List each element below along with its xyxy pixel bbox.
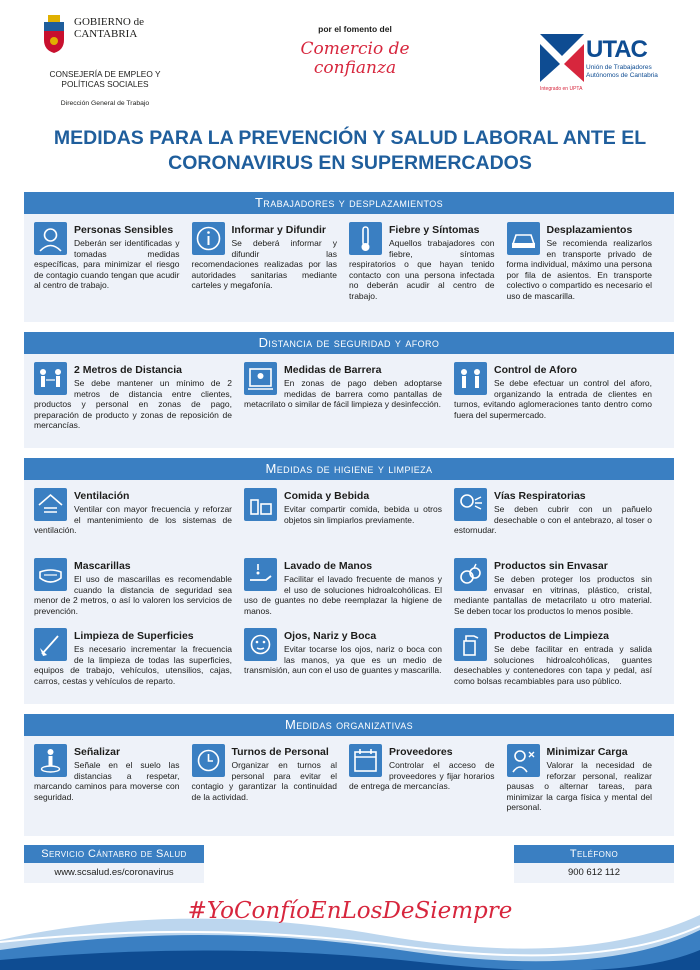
phone-value: 900 612 112 — [514, 863, 674, 883]
comercio-logo — [290, 24, 420, 78]
consejeria: CONSEJERÍA DE EMPLEO Y POLÍTICAS SOCIALES — [49, 69, 161, 89]
hashtag: #YoConfíoEnLosDeSiempre — [187, 898, 513, 924]
fomento-text: por el fomento del — [318, 24, 392, 34]
measure-text: Se deben proteger los productos sin envasar en vitrinas, plástico, cristal, mediante pantallas de metacrilato u otro material. Se deben tocar los productos lo menos posible. — [454, 574, 652, 616]
measure-text: Se deberá informar y difundir las recomendaciones realizadas por las autoridades sanitarias mediante carteles y megafonía. — [191, 238, 337, 290]
measure-text: Se recomienda realizarlos en transporte privado de forma individual, máximo una persona por fila de asientos. En transporte colectivo o compartido es necesario el uso de mascarilla. — [506, 238, 652, 301]
measure-text: Facilitar el lavado frecuente de manos y el uso de soluciones hidroalcohólicas. El uso de guantes no debe reemplazar la higiene de manos. — [244, 574, 442, 616]
measure-text: Evitar tocarse los ojos, nariz o boca con las manos, ya que es un medio de transmisión, aun con el uso de guantes y mascarilla. — [244, 644, 442, 675]
measure-text: Se debe efectuar un control del aforo, organizando la entrada de clientes en turnos, evitando aglomeraciones tanto dentro como fuera del supermercado. — [454, 378, 652, 420]
measure-text: Aquellos trabajadores con fiebre, síntomas respiratorios o que hayan tenido contacto con una persona infectada no deberán acudir al centro de trabajo. — [349, 238, 495, 301]
measure-title: Comida y Bebida — [284, 490, 370, 502]
measure-title: Fiebre y Síntomas — [389, 224, 480, 236]
measure-text: El uso de mascarillas es recomendable cuando la distancia de seguridad sea menor de 2 metros, o así lo valoren los servicios de prevención. — [34, 574, 232, 616]
measure-text: Organizar en turnos al personal para evitar el contagio y garantizar la continuidad de la actividad. — [191, 760, 337, 802]
utac-name: UTAC — [586, 36, 647, 63]
measure-title: Mascarillas — [74, 560, 131, 572]
measure-text: Es necesario incrementar la frecuencia de la limpieza de todas las superficies, equipos de trabajo, vehículos, utensilios, cajas, carros, cestas y vehículos de reparto. — [34, 644, 232, 686]
utac-integrado: Integrado en UPTA — [540, 86, 583, 92]
measure-title: Proveedores — [389, 746, 453, 758]
section-panel — [24, 192, 674, 322]
measure-text: Ventilar con mayor frecuencia y reforzar el mantenimiento de los sistemas de ventilación. — [34, 504, 232, 535]
section-panel — [24, 458, 674, 704]
page-title: MEDIDAS PARA LA PREVENCIÓN Y SALUD LABORAL ANTE EL CORONAVIRUS EN SUPERMERCADOS — [53, 127, 647, 174]
measure-title: Turnos de Personal — [231, 746, 329, 758]
measure-text: Se debe facilitar en entrada y salida soluciones hidroalcohólicas, guantes desechables y contenedores con tapa y pedal, así como bolsas recambiables para uso público. — [454, 644, 652, 686]
measure-title: Minimizar Carga — [546, 746, 628, 758]
section-title: Trabajadores y desplazamientos — [24, 192, 674, 214]
measure-text: Controlar el acceso de proveedores y fijar horarios de entrega de mercancías. — [349, 760, 495, 791]
measure-title: Medidas de Barrera — [284, 364, 382, 376]
gov-name: GOBIERNO de CANTABRIA — [74, 16, 144, 40]
measure-text: Evitar compartir comida, bebida u otros objetos sin limpiarlos previamente. — [284, 504, 442, 525]
measure-text: Deberán ser identificadas y tomadas medidas específicas, para minimizar el riesgo de contagio cuando tengan que acudir al centro de trabajo. — [34, 238, 180, 290]
measure-title: Informar y Difundir — [231, 224, 327, 236]
measure-text: Señale en el suelo las distancias a respetar, marcando caminos para moverse con seguridad. — [34, 760, 180, 802]
measure-title: Productos de Limpieza — [494, 630, 609, 642]
measure-title: Ventilación — [74, 490, 130, 502]
section-title: Medidas de higiene y limpieza — [24, 458, 674, 480]
measure-text: Se deben cubrir con un pañuelo desechable o con el antebrazo, al toser o estornudar. — [454, 504, 652, 535]
utac-mark-icon — [540, 34, 584, 82]
measure-title: Lavado de Manos — [284, 560, 373, 572]
utac-logo — [536, 34, 676, 94]
crest-icon — [40, 14, 68, 54]
section-panel — [24, 332, 674, 448]
measure-text: Valorar la necesidad de reforzar personal, realizar pausas o alternar tareas, para minimizar la carga física y mental del personal. — [506, 760, 652, 812]
phone-box — [514, 845, 674, 883]
service-url[interactable]: www.scsalud.es/coronavirus — [24, 863, 204, 883]
section-title: Distancia de seguridad y aforo — [24, 332, 674, 354]
service-label: Servicio Cántabro de Salud — [24, 845, 204, 863]
measure-text: Se debe mantener un mínimo de 2 metros de distancia entre clientes, productos y personal en zonas de pago, preparación de producto y zonas de reposición de mercancías. — [34, 378, 232, 430]
measure-title: Desplazamientos — [546, 224, 633, 236]
waves-decoration — [0, 880, 700, 970]
measure-title: Productos sin Envasar — [494, 560, 608, 572]
measure-title: Personas Sensibles — [74, 224, 174, 236]
service-box — [24, 845, 204, 883]
measure-title: Limpieza de Superficies — [74, 630, 194, 642]
comercio-text: Comercio de confianza — [300, 39, 410, 78]
phone-label: Teléfono — [514, 845, 674, 863]
measure-title: Ojos, Nariz y Boca — [284, 630, 377, 642]
section-title: Medidas organizativas — [24, 714, 674, 736]
measure-title: Señalizar — [74, 746, 121, 758]
measure-text: En zonas de pago deben adoptarse medidas de barrera como pantallas de metacrilato o similar de fácil limpieza y desinfección. — [244, 378, 442, 409]
measure-title: Vías Respiratorias — [494, 490, 586, 502]
measure-title: 2 Metros de Distancia — [74, 364, 182, 376]
utac-sub: Unión de Trabajadores Autónomos de Cantabria — [586, 64, 658, 79]
section-panel — [24, 714, 674, 836]
measure-title: Control de Aforo — [494, 364, 578, 376]
direccion: Dirección General de Trabajo — [60, 100, 150, 107]
